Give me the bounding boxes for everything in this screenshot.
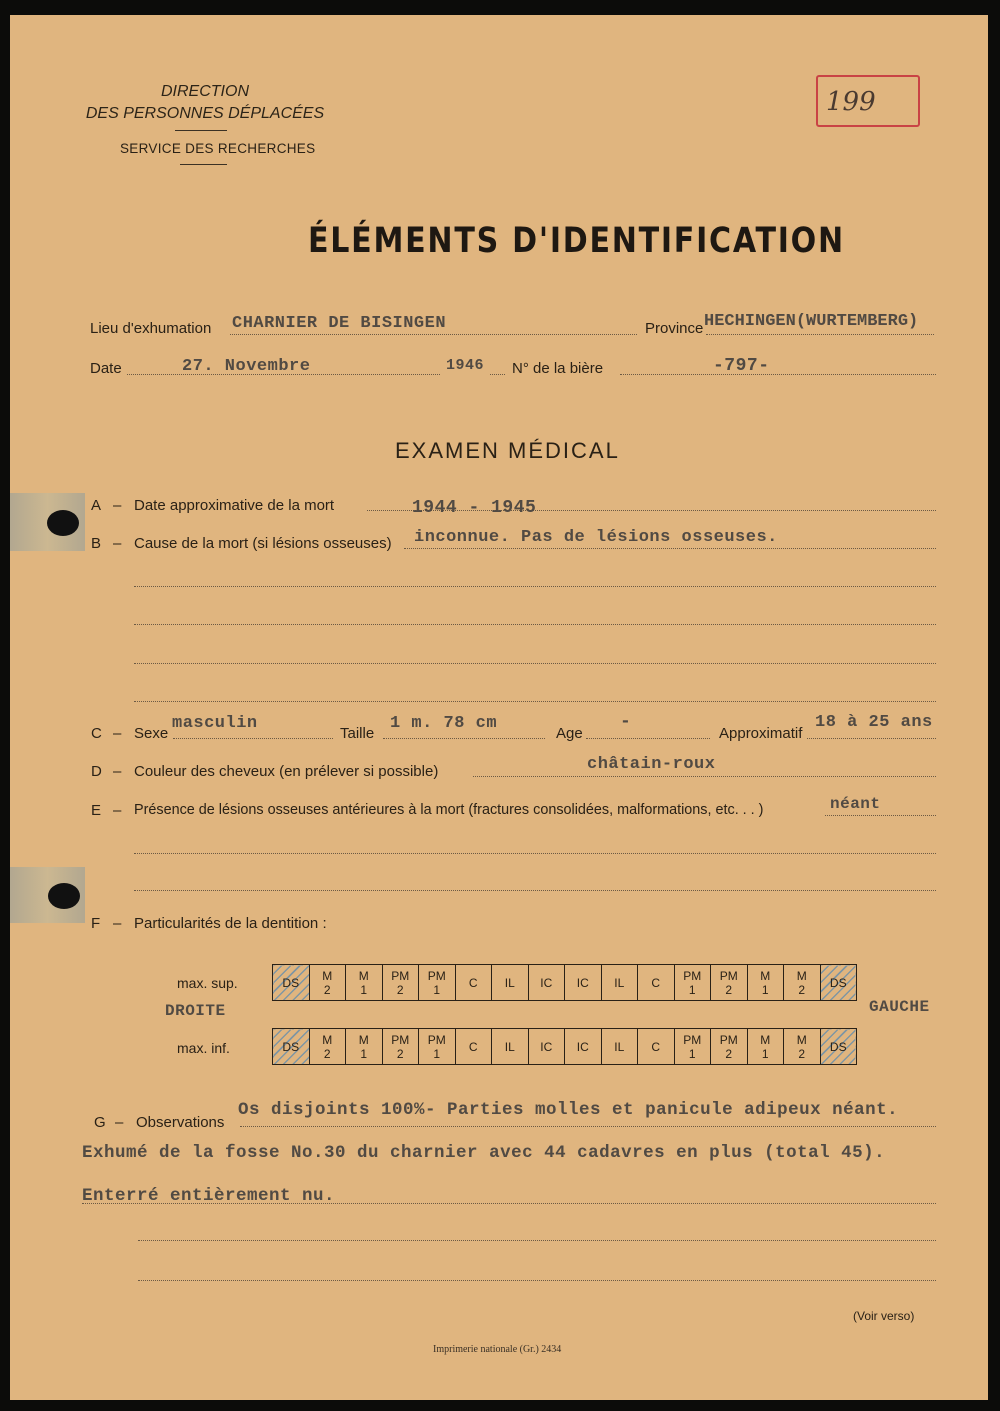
- lieu-dotline: [230, 334, 637, 335]
- upper-tooth-cell: [601, 965, 638, 1001]
- item-e-blank-1: [134, 853, 936, 854]
- tooth-label: DS: [282, 1039, 300, 1054]
- item-b-blank-3: [134, 663, 936, 664]
- approx-value: 18 à 25 ans: [815, 713, 933, 732]
- tooth-number: 1: [761, 1046, 769, 1061]
- lieu-value: CHARNIER DE BISINGEN: [232, 314, 447, 333]
- tooth-label: PM: [391, 1032, 410, 1047]
- tooth-label: M: [796, 1032, 807, 1047]
- header-service: SERVICE DES RECHERCHES: [120, 141, 316, 156]
- tooth-label: M: [322, 968, 333, 983]
- punch-hole-bottom: [48, 883, 80, 909]
- lower-tooth-cell: [674, 1029, 711, 1065]
- taille-value: 1 m. 78 cm: [390, 714, 498, 733]
- lower-tooth-cell: [820, 1029, 857, 1065]
- tooth-label: IL: [614, 975, 625, 990]
- item-e-value: néant: [830, 795, 881, 813]
- lower-tooth-cell: [784, 1029, 821, 1065]
- item-d-letter: D: [91, 763, 102, 780]
- upper-tooth-cell: [784, 965, 821, 1001]
- province-value: HECHINGEN(WURTEMBERG): [704, 312, 919, 331]
- item-b-blank-1: [134, 586, 936, 587]
- dentition-sup-label: max. sup.: [177, 975, 238, 991]
- year-value: 1946: [446, 357, 485, 374]
- upper-tooth-cell: [638, 965, 675, 1001]
- tooth-label: IL: [614, 1039, 625, 1054]
- tooth-number: 1: [360, 1046, 368, 1061]
- item-a-value: 1944 - 1945: [412, 498, 537, 518]
- item-b-dotline: [404, 548, 936, 549]
- upper-tooth-cell: [492, 965, 529, 1001]
- imprint-line: Imprimerie nationale (Gr.) 2434: [433, 1344, 562, 1355]
- tooth-label: M: [796, 968, 807, 983]
- date-value: 27. Novembre: [182, 357, 311, 376]
- item-a-label: Date approximative de la mort: [134, 497, 335, 514]
- tooth-number: 2: [725, 1046, 733, 1061]
- tooth-label: M: [760, 1032, 771, 1047]
- observations-blank-2: [138, 1280, 936, 1281]
- reference-stamp: [816, 75, 920, 127]
- lower-tooth-cell: [747, 1029, 784, 1065]
- biere-value: -797-: [713, 356, 770, 376]
- date-label: Date: [90, 360, 122, 377]
- tooth-label: PM: [719, 968, 738, 983]
- dentition-lower-row: [272, 1028, 857, 1065]
- dentition-droite-label: DROITE: [165, 1002, 226, 1020]
- tooth-number: 2: [323, 1046, 331, 1061]
- item-b-blank-4: [134, 701, 936, 702]
- tooth-number: 1: [433, 1046, 441, 1061]
- tooth-label: IL: [504, 1039, 515, 1054]
- item-e-blank-2: [134, 890, 936, 891]
- item-d-label: Couleur des cheveux (en prélever si possible): [134, 763, 439, 780]
- upper-tooth-cell: [747, 965, 784, 1001]
- tooth-number: 2: [798, 982, 806, 997]
- lower-tooth-cell: [565, 1029, 602, 1065]
- tooth-label: PM: [427, 968, 446, 983]
- tooth-label: C: [468, 975, 478, 990]
- item-f-letter: F: [91, 915, 101, 932]
- approx-dotline: [807, 738, 936, 739]
- tooth-label: IC: [576, 975, 589, 990]
- item-d-dash: –: [113, 763, 122, 780]
- lower-tooth-cell: [419, 1029, 456, 1065]
- upper-tooth-cell: [565, 965, 602, 1001]
- lower-tooth-cell: [309, 1029, 346, 1065]
- sexe-value: masculin: [172, 714, 258, 733]
- tooth-label: IL: [504, 975, 515, 990]
- tooth-label: DS: [282, 975, 300, 990]
- age-dotline: [586, 738, 710, 739]
- upper-tooth-cell: [309, 965, 346, 1001]
- upper-tooth-cell: [419, 965, 456, 1001]
- tooth-number: 1: [433, 982, 441, 997]
- item-b-letter: B: [91, 535, 102, 552]
- tooth-label: M: [358, 1032, 369, 1047]
- year-dotline: [490, 374, 505, 375]
- tooth-label: C: [468, 1039, 478, 1054]
- tooth-label: IC: [540, 1039, 553, 1054]
- tooth-number: 1: [360, 982, 368, 997]
- upper-tooth-cell: [674, 965, 711, 1001]
- approx-label: Approximatif: [719, 725, 803, 742]
- dentition-inf-label: max. inf.: [177, 1040, 230, 1056]
- lower-tooth-cell: [382, 1029, 419, 1065]
- tooth-number: 2: [798, 1046, 806, 1061]
- upper-tooth-cell: [711, 965, 748, 1001]
- item-d-value: châtain-roux: [587, 755, 716, 774]
- item-b-blank-2: [134, 624, 936, 625]
- province-label: Province: [645, 320, 704, 337]
- tooth-label: PM: [683, 968, 702, 983]
- province-dotline: [706, 334, 934, 335]
- lower-tooth-cell: [528, 1029, 565, 1065]
- exam-title: EXAMEN MÉDICAL: [395, 438, 620, 463]
- tooth-label: M: [358, 968, 369, 983]
- lower-tooth-cell: [711, 1029, 748, 1065]
- tooth-label: PM: [391, 968, 410, 983]
- lower-tooth-cell: [346, 1029, 383, 1065]
- tooth-label: M: [322, 1032, 333, 1047]
- item-c-dash: –: [113, 725, 122, 742]
- age-label: Age: [556, 725, 583, 742]
- upper-tooth-cell: [382, 965, 419, 1001]
- taille-label: Taille: [340, 725, 375, 742]
- tooth-label: PM: [427, 1032, 446, 1047]
- biere-dotline: [620, 374, 936, 375]
- dentition-gauche-label: GAUCHE: [869, 998, 930, 1016]
- observations-line-1: Os disjoints 100%- Parties molles et panicule adipeux néant.: [238, 1100, 899, 1120]
- punch-hole-top: [47, 510, 79, 536]
- sexe-dotline: [173, 738, 333, 739]
- lower-tooth-cell: [601, 1029, 638, 1065]
- dentition-upper-row: [272, 964, 857, 1001]
- upper-tooth-cell: [273, 965, 310, 1001]
- taille-dotline: [383, 738, 545, 739]
- tooth-number: 1: [688, 1046, 696, 1061]
- item-g-dash: –: [115, 1114, 124, 1131]
- age-value: -: [620, 712, 632, 732]
- observations-line-3: Enterré entièrement nu.: [82, 1186, 336, 1206]
- observations-dotline-1: [240, 1126, 936, 1127]
- tooth-label: IC: [540, 975, 553, 990]
- lower-tooth-cell: [273, 1029, 310, 1065]
- item-b-dash: –: [113, 535, 122, 552]
- item-e-dash: –: [113, 802, 122, 819]
- tooth-number: 2: [725, 982, 733, 997]
- upper-tooth-cell: [455, 965, 492, 1001]
- item-a-letter: A: [91, 497, 102, 514]
- tooth-number: 2: [396, 982, 404, 997]
- item-c-letter: C: [91, 725, 102, 742]
- tooth-label: C: [651, 1039, 661, 1054]
- item-d-dotline: [473, 776, 936, 777]
- header-block: [80, 81, 330, 125]
- observations-line-2: Exhumé de la fosse No.30 du charnier avec 44 cadavres en plus (total 45).: [82, 1143, 886, 1163]
- upper-tooth-cell: [820, 965, 857, 1001]
- tooth-label: DS: [829, 975, 847, 990]
- item-e-label: Présence de lésions osseuses antérieures à la mort (fractures consolidées, malformations, etc. . . ): [134, 802, 764, 818]
- lower-tooth-cell: [455, 1029, 492, 1065]
- item-b-value: inconnue. Pas de lésions osseuses.: [414, 528, 778, 547]
- stamp-number: 199: [826, 87, 876, 117]
- item-f-dash: –: [113, 915, 122, 932]
- header-line-direction: DIRECTION: [161, 83, 249, 100]
- header-rule-bottom: [180, 164, 227, 165]
- observations-blank-1: [138, 1240, 936, 1241]
- biere-label: N° de la bière: [512, 360, 604, 377]
- tooth-number: 2: [323, 982, 331, 997]
- tooth-label: PM: [719, 1032, 738, 1047]
- tooth-label: IC: [576, 1039, 589, 1054]
- item-f-label: Particularités de la dentition :: [134, 915, 327, 932]
- tooth-label: DS: [829, 1039, 847, 1054]
- voir-verso-note: (Voir verso): [853, 1309, 915, 1323]
- observations-label: Observations: [136, 1114, 225, 1131]
- item-g-letter: G: [94, 1114, 106, 1131]
- lower-tooth-cell: [492, 1029, 529, 1065]
- header-line-personnes: DES PERSONNES DÉPLACÉES: [85, 105, 325, 122]
- upper-tooth-cell: [346, 965, 383, 1001]
- lieu-label: Lieu d'exhumation: [90, 320, 212, 337]
- upper-tooth-cell: [528, 965, 565, 1001]
- tooth-number: 1: [688, 982, 696, 997]
- item-a-dash: –: [113, 497, 122, 514]
- lower-tooth-cell: [638, 1029, 675, 1065]
- header-rule-top: [175, 130, 227, 131]
- sexe-label: Sexe: [134, 725, 169, 742]
- item-e-letter: E: [91, 802, 102, 819]
- tooth-number: 2: [396, 1046, 404, 1061]
- tooth-number: 1: [761, 982, 769, 997]
- item-b-label: Cause de la mort (si lésions osseuses): [134, 535, 392, 552]
- tooth-label: PM: [683, 1032, 702, 1047]
- item-e-dotline: [825, 815, 936, 816]
- tooth-label: C: [651, 975, 661, 990]
- tooth-label: M: [760, 968, 771, 983]
- page-title: ÉLÉMENTS D'IDENTIFICATION: [308, 221, 845, 261]
- form-page: [10, 15, 988, 1400]
